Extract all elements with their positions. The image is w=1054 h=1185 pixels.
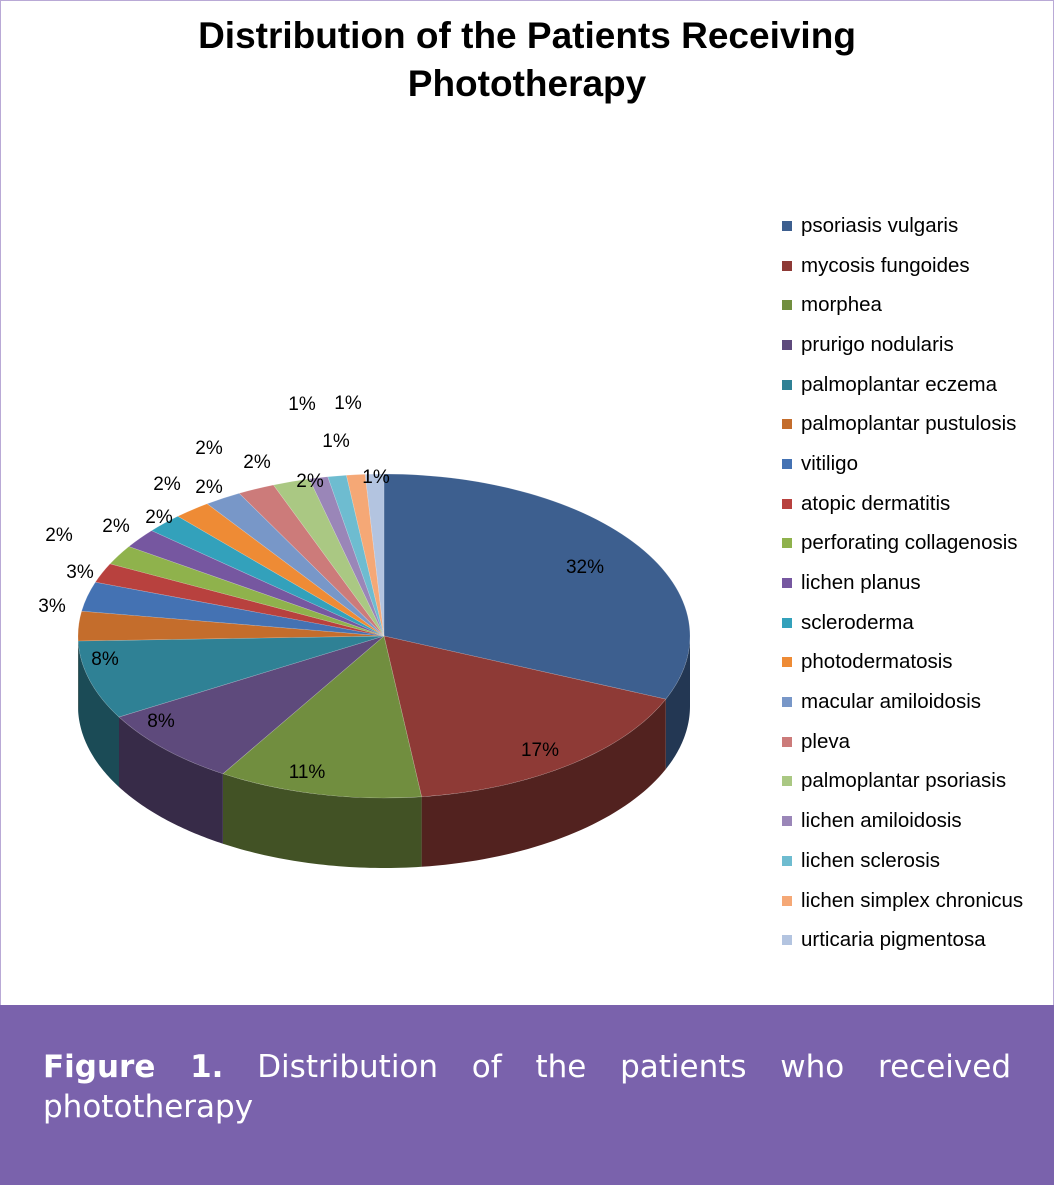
legend-swatch xyxy=(782,221,792,231)
legend-label: palmoplantar eczema xyxy=(801,372,997,396)
legend-label: lichen amiloidosis xyxy=(801,809,962,833)
legend-item-palmoplantar-pustulosis xyxy=(782,404,1023,444)
legend-swatch xyxy=(782,538,792,548)
legend-label: prurigo nodularis xyxy=(801,332,954,356)
legend-item-vitiligo xyxy=(782,444,1023,484)
data-label-photodermatosis: 2% xyxy=(195,477,223,499)
legend-item-photodermatosis xyxy=(782,643,1023,683)
legend-swatch xyxy=(782,261,792,271)
chart-title-line-1: Distribution of the Patients Receiving xyxy=(198,15,856,56)
legend-item-lichen-planus xyxy=(782,563,1023,603)
legend-swatch xyxy=(782,578,792,588)
legend-swatch xyxy=(782,300,792,310)
chart-legend xyxy=(782,206,1023,960)
legend-label: palmoplantar pustulosis xyxy=(801,412,1017,436)
legend-item-scleroderma xyxy=(782,603,1023,643)
legend-item-lichen-simplex-chronicus xyxy=(782,881,1023,921)
data-label-palmoplantar-psoriasis: 2% xyxy=(296,471,324,493)
chart-title-line-2: Phototherapy xyxy=(407,63,647,104)
legend-label: lichen planus xyxy=(801,571,921,595)
legend-label: palmoplantar psoriasis xyxy=(801,769,1007,793)
legend-label: pleva xyxy=(801,729,851,753)
legend-label: urticaria pigmentosa xyxy=(801,928,986,952)
legend-swatch xyxy=(782,499,792,509)
legend-item-macular-amiloidosis xyxy=(782,682,1023,722)
legend-label: scleroderma xyxy=(801,610,914,634)
legend-swatch xyxy=(782,896,792,906)
legend-label: morphea xyxy=(801,293,882,317)
legend-item-morphea xyxy=(782,285,1023,325)
data-label-lichen-planus: 2% xyxy=(145,507,173,529)
legend-label: mycosis fungoides xyxy=(801,253,970,277)
legend-label: lichen simplex chronicus xyxy=(801,888,1024,912)
legend-item-lichen-sclerosis xyxy=(782,841,1023,881)
legend-label: lichen sclerosis xyxy=(801,848,940,872)
legend-swatch xyxy=(782,856,792,866)
data-label-atopic-dermatitis: 2% xyxy=(45,525,73,547)
legend-swatch xyxy=(782,618,792,628)
legend-swatch xyxy=(782,776,792,786)
data-label-palmoplantar-eczema: 8% xyxy=(91,649,119,671)
legend-swatch xyxy=(782,380,792,390)
legend-item-palmoplantar-psoriasis xyxy=(782,762,1023,802)
legend-item-perforating-collagenosis xyxy=(782,524,1023,564)
data-label-perforating-collagenosis: 2% xyxy=(102,516,130,538)
legend-swatch xyxy=(782,816,792,826)
data-label-mycosis-fungoides: 17% xyxy=(520,740,560,762)
data-label-morphea: 11% xyxy=(288,762,326,784)
legend-item-pleva xyxy=(782,722,1023,762)
data-label-lichen-simplex-chronicus: 1% xyxy=(322,431,350,453)
legend-swatch xyxy=(782,697,792,707)
data-label-lichen-sclerosis: 1% xyxy=(334,393,362,415)
legend-item-lichen-amiloidosis xyxy=(782,801,1023,841)
data-label-scleroderma: 2% xyxy=(153,474,181,496)
legend-swatch xyxy=(782,657,792,667)
legend-swatch xyxy=(782,419,792,429)
data-label-vitiligo: 3% xyxy=(66,562,94,584)
legend-label: psoriasis vulgaris xyxy=(801,213,959,237)
data-label-macular-amiloidosis: 2% xyxy=(195,438,223,460)
legend-item-psoriasis-vulgaris xyxy=(782,206,1023,246)
legend-swatch xyxy=(782,737,792,747)
legend-swatch xyxy=(782,459,792,469)
legend-item-mycosis-fungoides xyxy=(782,246,1023,286)
caption-label: Figure 1. xyxy=(43,1049,224,1085)
legend-label: vitiligo xyxy=(801,451,858,475)
figure-caption xyxy=(0,1005,1054,1185)
data-label-psoriasis-vulgaris: 32% xyxy=(565,557,605,579)
legend-label: atopic dermatitis xyxy=(801,491,951,515)
data-label-pleva: 2% xyxy=(243,452,271,474)
legend-item-prurigo-nodularis xyxy=(782,325,1023,365)
legend-swatch xyxy=(782,340,792,350)
legend-label: macular amiloidosis xyxy=(801,690,982,714)
legend-label: perforating collagenosis xyxy=(801,531,1018,555)
caption-text: Distribution of the patients who received phototherapy xyxy=(43,1049,1011,1125)
legend-label: photodermatosis xyxy=(801,650,953,674)
legend-item-atopic-dermatitis xyxy=(782,484,1023,524)
data-label-urticaria-pigmentosa: 1% xyxy=(362,467,390,489)
legend-item-urticaria-pigmentosa xyxy=(782,920,1023,960)
data-label-prurigo-nodularis: 8% xyxy=(147,711,175,733)
data-label-palmoplantar-pustulosis: 3% xyxy=(38,596,66,618)
legend-item-palmoplantar-eczema xyxy=(782,365,1023,405)
legend-swatch xyxy=(782,935,792,945)
data-label-lichen-amiloidosis: 1% xyxy=(288,394,316,416)
